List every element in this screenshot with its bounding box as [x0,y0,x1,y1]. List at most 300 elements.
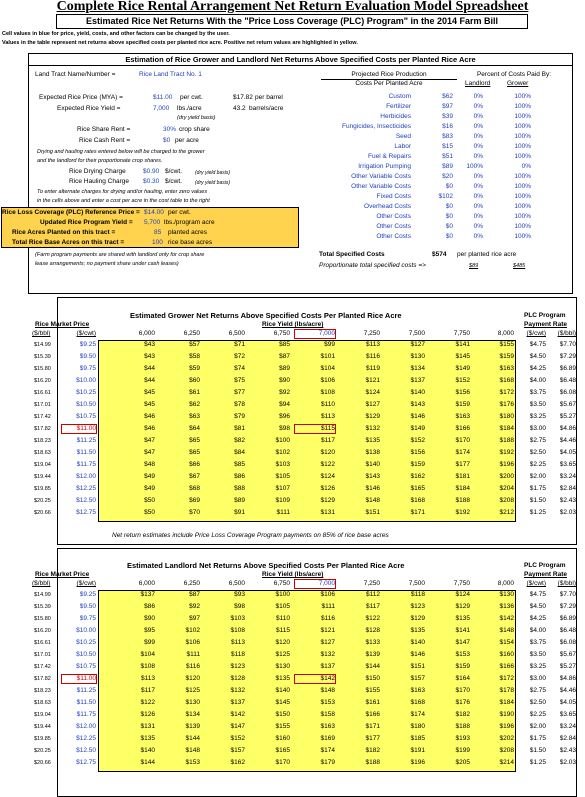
net-return-cell: $60 [189,377,200,384]
yield-value[interactable]: 7,000 [153,105,170,112]
net-return-cell: $117 [366,603,380,610]
cost-value[interactable]: $102 [438,193,453,200]
net-return-cell: $86 [234,473,245,480]
share-unit: crop share [179,126,210,133]
cost-name[interactable]: Other Variable Costs [351,183,411,190]
share-value[interactable]: 30% [163,126,177,133]
net-return-cell: $71 [234,341,245,348]
cost-landlord-pct[interactable]: 0% [473,193,483,200]
price-cwt[interactable]: $10.00 [76,627,96,634]
net-return-cell: $205 [455,759,470,766]
net-return-cell: $135 [140,735,155,742]
price-cwt[interactable]: $10.25 [76,389,96,396]
net-return-cell: $174 [320,747,335,754]
plc-rate-bbl: $3.24 [559,723,576,730]
plc-bbl-header: ($/bbl) [557,330,576,337]
net-return-cell: $134 [185,711,200,718]
net-return-cell: $108 [230,627,245,634]
drying-basis: (dry yield basis) [195,170,231,176]
net-return-cell: $153 [455,651,470,658]
net-return-cell: $65 [189,437,200,444]
net-return-cell: $118 [231,651,245,658]
net-return-cell: $77 [234,389,245,396]
net-return-cell: $148 [499,627,514,634]
net-return-cell: $85 [234,461,245,468]
yield-header: 8,000 [497,580,514,587]
price-bbl: $18.63 [34,700,51,706]
net-return-cell: $199 [455,747,470,754]
cost-name[interactable]: Other Costs [376,213,411,220]
cost-landlord-pct[interactable]: 0% [473,133,483,140]
net-return-cell: $121 [320,627,335,634]
net-return-cell: $142 [295,675,335,683]
price-cwt[interactable]: $11.00 [62,425,96,433]
plc-rate-cwt: $4.25 [529,365,546,372]
cost-landlord-pct[interactable]: 0% [473,113,483,120]
drying-label: Rice Drying Charge [69,168,126,175]
cost-grower-pct[interactable]: 100% [514,193,531,200]
plc-rate-bbl: $5.27 [559,663,576,670]
net-return-cell: $196 [410,759,425,766]
net-return-cell: $111 [186,651,200,658]
cost-value[interactable]: $83 [442,133,453,140]
plc-rate-cwt: $3.75 [529,389,546,396]
cost-landlord-pct[interactable]: 0% [473,223,483,230]
hauling-unit: $/cwt. [165,178,182,185]
net-return-cell: $135 [365,437,380,444]
cost-name[interactable]: Custom [388,93,411,100]
cost-name[interactable]: Fixed Costs [376,193,411,200]
base-value[interactable]: 100 [152,239,163,246]
net-return-cell: $137 [140,591,155,598]
net-return-cell: $104 [140,651,155,658]
net-return-cell: $145 [275,699,290,706]
plc-rate-bbl: $4.46 [559,687,576,694]
price-bbl: $16.20 [34,378,51,384]
net-return-cell: $49 [144,473,155,480]
net-return-cell: $174 [410,711,425,718]
cost-name[interactable]: Other Costs [376,233,411,240]
cost-value[interactable]: $97 [442,103,453,110]
cost-value[interactable]: $0 [445,213,453,220]
cost-name[interactable]: Labor [394,143,411,150]
net-return-cell: $153 [320,699,335,706]
note-yellow-values: Values in the table represent net returns above specified costs per planted rice acre. Positive net return values are highlighted in yellow. [2,40,358,46]
net-return-cell: $88 [234,485,245,492]
price-bbl: $18.23 [34,438,51,444]
net-return-cell: $117 [321,437,335,444]
price-bbl: $15.39 [34,604,51,610]
net-return-cell: $196 [499,461,514,468]
plc-bbl-header: ($/bbl) [557,580,576,587]
price-bbl: $17.42 [34,664,51,670]
plc-rate-bbl: $5.67 [559,651,576,658]
net-return-cell: $155 [275,723,290,730]
price-bbl: $18.23 [34,688,51,694]
net-return-cell: $130 [275,663,290,670]
plc-yield-label: Updated Rice Program Yield = [40,219,133,226]
net-return-cell: $92 [279,389,290,396]
plc-yield-value[interactable]: 5,700 [144,219,161,226]
cost-grower-pct[interactable]: 100% [514,123,531,130]
cost-landlord-pct[interactable]: 0% [473,203,483,210]
cost-landlord-pct[interactable]: 0% [473,153,483,160]
net-return-cell: $44 [144,365,155,372]
plc-ref-value[interactable]: $14.00 [144,209,164,216]
yield-note: (dry yield basis) [177,115,216,121]
cost-grower-pct[interactable]: 100% [514,213,531,220]
plc-rate-bbl: $2.84 [559,735,576,742]
price-cwt[interactable]: $12.25 [76,735,96,742]
cost-grower-pct[interactable]: 0% [521,163,531,170]
plc-rate-bbl: $7.70 [559,341,576,348]
net-return-cell: $144 [365,663,380,670]
cost-name[interactable]: Herbicides [380,113,411,120]
net-return-cell: $156 [410,449,425,456]
price-cwt[interactable]: $12.25 [76,485,96,492]
cost-grower-pct[interactable]: 100% [514,223,531,230]
net-return-cell: $122 [320,461,335,468]
price-cwt[interactable]: $11.25 [76,437,96,444]
farm-note-2: lease arrangements; no payment share under cash leases) [35,261,179,267]
hauling-label: Rice Hauling Charge [69,178,129,185]
price-bbl: $20.66 [34,510,51,516]
net-return-cell: $62 [189,401,200,408]
net-return-cell: $159 [455,401,470,408]
plc-rate-cwt: $2.75 [529,437,546,444]
price-bbl: $15.39 [34,354,51,360]
cost-name[interactable]: Seed [395,133,411,140]
plc-rate-cwt: $2.00 [529,473,546,480]
plc-rate-cwt: $2.50 [529,449,546,456]
net-return-cell: $141 [455,627,470,634]
cost-value[interactable]: $20 [442,173,453,180]
plc-rate-bbl: $4.86 [559,425,576,432]
net-return-cell: $110 [321,401,335,408]
net-return-cell: $170 [455,687,470,694]
cost-value[interactable]: $0 [445,233,453,240]
cost-name[interactable]: Fuel & Repairs [368,153,411,160]
cost-landlord-pct[interactable]: 100% [466,163,483,170]
cost-grower-pct[interactable]: 100% [514,133,531,140]
cost-grower-pct[interactable]: 100% [514,113,531,120]
price-cwt[interactable]: $9.50 [79,603,96,610]
net-return-cell: $122 [140,699,155,706]
cost-landlord-pct[interactable]: 0% [473,233,483,240]
cost-name[interactable]: Fungicides, Insecticides [341,123,411,130]
cost-landlord-pct[interactable]: 0% [473,213,483,220]
net-return-cell: $74 [234,365,245,372]
net-return-cell: $146 [410,413,425,420]
net-return-cell: $124 [455,591,470,598]
net-return-cell: $172 [499,389,514,396]
net-return-cell: $169 [320,735,335,742]
net-return-cell: $57 [189,341,200,348]
cost-value[interactable]: $0 [445,223,453,230]
net-return-cell: $127 [365,401,380,408]
net-return-cell: $142 [499,615,514,622]
price-cwt[interactable]: $10.50 [76,651,96,658]
cost-name[interactable]: Other Variable Costs [351,173,411,180]
net-return-cell: $103 [230,615,245,622]
net-return-cell: $47 [144,449,155,456]
net-return-cell: $116 [186,663,200,670]
cost-landlord-pct[interactable]: 0% [473,173,483,180]
net-return-cell: $120 [320,449,335,456]
grower-footnote: Net return estimates include Price Loss Coverage Program payments on 85% of rice base acres [112,532,389,539]
net-return-cell: $130 [499,591,514,598]
cost-value[interactable]: $39 [442,113,453,120]
net-return-cell: $168 [410,497,425,504]
net-return-cell: $159 [455,663,470,670]
net-return-cell: $106 [320,377,335,384]
net-return-cell: $120 [275,639,290,646]
landlord-title: Estimated Landlord Net Returns Above Specified Costs Per Planted Rice Acre [127,561,405,570]
net-return-cell: $140 [410,389,425,396]
net-return-cell: $168 [410,699,425,706]
cost-landlord-pct[interactable]: 0% [473,93,483,100]
net-return-cell: $151 [365,509,380,516]
net-return-cell: $129 [365,413,380,420]
net-return-cell: $168 [499,377,514,384]
net-return-cell: $165 [275,747,290,754]
net-return-cell: $152 [410,437,425,444]
net-return-cell: $131 [320,509,335,516]
net-return-cell: $116 [366,353,380,360]
cost-grower-pct[interactable]: 100% [514,203,531,210]
cost-landlord-pct[interactable]: 0% [473,123,483,130]
plc-rate-bbl: $7.29 [559,353,576,360]
cost-landlord-pct[interactable]: 0% [473,183,483,190]
price-bbl: $17.01 [34,652,51,658]
net-return-cell: $140 [365,461,380,468]
price-cwt[interactable]: $11.25 [76,687,96,694]
price-cwt[interactable]: $10.00 [76,377,96,384]
plc-rate-bbl: $7.29 [559,603,576,610]
net-return-cell: $67 [189,473,200,480]
price-cwt[interactable]: $11.75 [76,711,96,718]
cost-value[interactable]: $15 [442,143,453,150]
net-return-cell: $143 [410,401,425,408]
price-cwt[interactable]: $12.75 [76,509,96,516]
price-bbl: $20.25 [34,498,51,504]
enter-note-1: To enter alternate charges for drying and/or hauling, enter zero values [37,189,208,195]
net-return-cell: $160 [499,651,514,658]
price-cwt[interactable]: $11.50 [76,449,96,456]
plc-rate-cwt: $3.50 [529,401,546,408]
net-return-cell: $96 [279,413,290,420]
cost-grower-pct[interactable]: 100% [514,233,531,240]
net-return-cell: $163 [320,723,335,730]
price-cwt[interactable]: $10.75 [76,413,96,420]
cash-value[interactable]: $0 [163,137,171,144]
cost-grower-pct[interactable]: 100% [514,153,531,160]
net-return-cell: $160 [275,735,290,742]
net-return-cell: $149 [410,425,425,432]
cost-name[interactable]: Other Costs [376,223,411,230]
cost-name[interactable]: Fertilizer [386,103,411,110]
cost-landlord-pct[interactable]: 0% [473,143,483,150]
plc-cwt-header: ($/cwt) [526,580,546,587]
barrels-value: 43.2 [233,105,246,112]
cost-grower-pct[interactable]: 100% [514,173,531,180]
net-return-cell: $137 [320,663,335,670]
drying-value[interactable]: $0.90 [143,168,160,175]
cost-value[interactable]: $62 [442,93,453,100]
price-cwt[interactable]: $12.00 [76,723,96,730]
net-return-cell: $172 [499,675,514,682]
net-return-cell: $47 [144,437,155,444]
net-return-cell: $148 [185,747,200,754]
yield-header: 7,250 [363,330,380,337]
net-return-cell: $177 [455,461,470,468]
plc-rate-cwt: $2.25 [529,461,546,468]
net-return-cell: $48 [144,461,155,468]
plc-ref-unit: per cwt. [168,209,191,216]
price-cwt-header: ($/cwt) [76,580,96,587]
cost-value[interactable]: $51 [442,153,453,160]
plc-rate-cwt: $1.50 [529,497,546,504]
cost-name[interactable]: Overhead Costs [364,203,411,210]
cost-grower-pct[interactable]: 100% [514,93,531,100]
net-return-cell: $163 [410,687,425,694]
plc-rate-cwt: $1.25 [529,759,546,766]
price-cwt[interactable]: $10.75 [76,663,96,670]
net-return-cell: $129 [320,497,335,504]
price-cwt[interactable]: $12.00 [76,473,96,480]
net-return-cell: $192 [455,509,470,516]
net-return-cell: $108 [140,663,155,670]
net-return-cell: $134 [410,365,425,372]
net-return-cell: $128 [365,627,380,634]
cost-value[interactable]: $16 [442,123,453,130]
net-return-cell: $84 [234,449,245,456]
net-return-cell: $170 [275,759,290,766]
net-return-cell: $102 [275,449,290,456]
net-return-cell: $102 [185,627,200,634]
plc-rate-bbl: $2.43 [559,747,576,754]
plc-rate-bbl: $6.89 [559,615,576,622]
net-return-cell: $140 [140,747,155,754]
cost-grower-pct[interactable]: 100% [514,143,531,150]
price-cwt[interactable]: $9.50 [79,353,96,360]
net-return-cell: $208 [499,747,514,754]
plc-rate-cwt: $1.75 [529,485,546,492]
price-cwt[interactable]: $10.50 [76,401,96,408]
net-return-cell: $43 [144,341,155,348]
plc-rate-bbl: $3.65 [559,711,576,718]
landlord-yield-hdr: Rice Yield (lbs/acre) [262,571,324,578]
net-return-cell: $132 [230,687,245,694]
cost-header-3: Percent of Costs Paid By: [476,71,552,78]
grower-plc-hdr2: Payment Rate [524,321,567,328]
price-cwt[interactable]: $9.75 [79,615,96,622]
plc-rate-cwt: $4.00 [529,377,546,384]
net-return-cell: $123 [230,663,245,670]
price-bbl: $15.80 [34,366,51,372]
price-bbl: $19.44 [34,724,51,730]
net-return-cell: $133 [365,639,380,646]
yield-header: 6,250 [183,330,200,337]
net-return-cell: $149 [455,365,470,372]
plc-rate-cwt: $1.50 [529,747,546,754]
net-return-cell: $135 [455,615,470,622]
cost-value[interactable]: $0 [445,183,453,190]
net-return-cell: $140 [275,687,290,694]
price-bbl: $17.82 [34,426,51,432]
price-cwt[interactable]: $11.50 [76,699,96,706]
planted-unit: planted acres [168,229,208,236]
net-return-cell: $113 [231,639,245,646]
planted-value[interactable]: 85 [154,229,162,236]
price-value[interactable]: $11.00 [153,94,173,101]
net-return-cell: $150 [365,675,380,682]
net-return-cell: $171 [365,723,380,730]
cost-value[interactable]: $89 [442,163,453,170]
net-return-cell: $75 [234,377,245,384]
net-return-cell: $164 [455,675,470,682]
price-bbl: $16.61 [34,390,51,396]
net-return-cell: $204 [499,485,514,492]
net-return-cell: $166 [499,663,514,670]
price-cwt[interactable]: $10.25 [76,639,96,646]
price-cwt[interactable]: $11.75 [76,461,96,468]
land-value[interactable]: Rice Land Tract No. 1 [139,71,202,78]
net-return-cell: $135 [275,675,290,682]
cost-grower-pct[interactable]: 100% [514,103,531,110]
net-return-cell: $163 [455,413,470,420]
plc-ref-label: Rice Loss Coverage (PLC) Reference Price = [2,209,140,216]
price-cwt[interactable]: $12.75 [76,759,96,766]
net-return-cell: $116 [321,615,335,622]
net-return-cell: $82 [234,437,245,444]
net-return-cell: $156 [455,389,470,396]
net-return-cell: $70 [189,509,200,516]
net-return-cell: $85 [279,341,290,348]
price-cwt[interactable]: $9.25 [79,341,96,348]
plc-rate-cwt: $3.00 [529,675,546,682]
cost-landlord-pct[interactable]: 0% [473,103,483,110]
cost-header-1: Projected Rice Production [321,71,457,80]
plc-rate-bbl: $7.70 [559,591,576,598]
price-cwt[interactable]: $12.50 [76,747,96,754]
price-cwt[interactable]: $12.50 [76,497,96,504]
net-return-cell: $159 [499,353,514,360]
price-cwt[interactable]: $11.00 [62,675,96,683]
yield-header: 8,000 [497,330,514,337]
net-return-cell: $178 [499,687,514,694]
net-return-cell: $45 [144,389,155,396]
hauling-value[interactable]: $0.30 [143,178,160,185]
net-return-cell: $142 [230,711,245,718]
net-return-cell: $113 [141,675,155,682]
yield-header: 6,500 [228,580,245,587]
net-return-cell: $108 [320,389,335,396]
plc-rate-bbl: $5.67 [559,401,576,408]
landlord-price-hdr: Rice Market Price [35,571,90,578]
cost-grower-pct[interactable]: 100% [514,183,531,190]
net-return-cell: $81 [234,425,245,432]
cost-value[interactable]: $0 [445,203,453,210]
cash-unit: per acre [175,137,199,144]
plc-rate-bbl: $2.03 [559,759,576,766]
price-cwt[interactable]: $9.75 [79,365,96,372]
price-cwt[interactable]: $9.25 [79,591,96,598]
price-cwt-header: ($/cwt) [76,330,96,337]
net-return-cell: $141 [455,341,470,348]
plc-rate-bbl: $4.05 [559,699,576,706]
cost-name[interactable]: Irrigation Pumping [358,163,411,170]
